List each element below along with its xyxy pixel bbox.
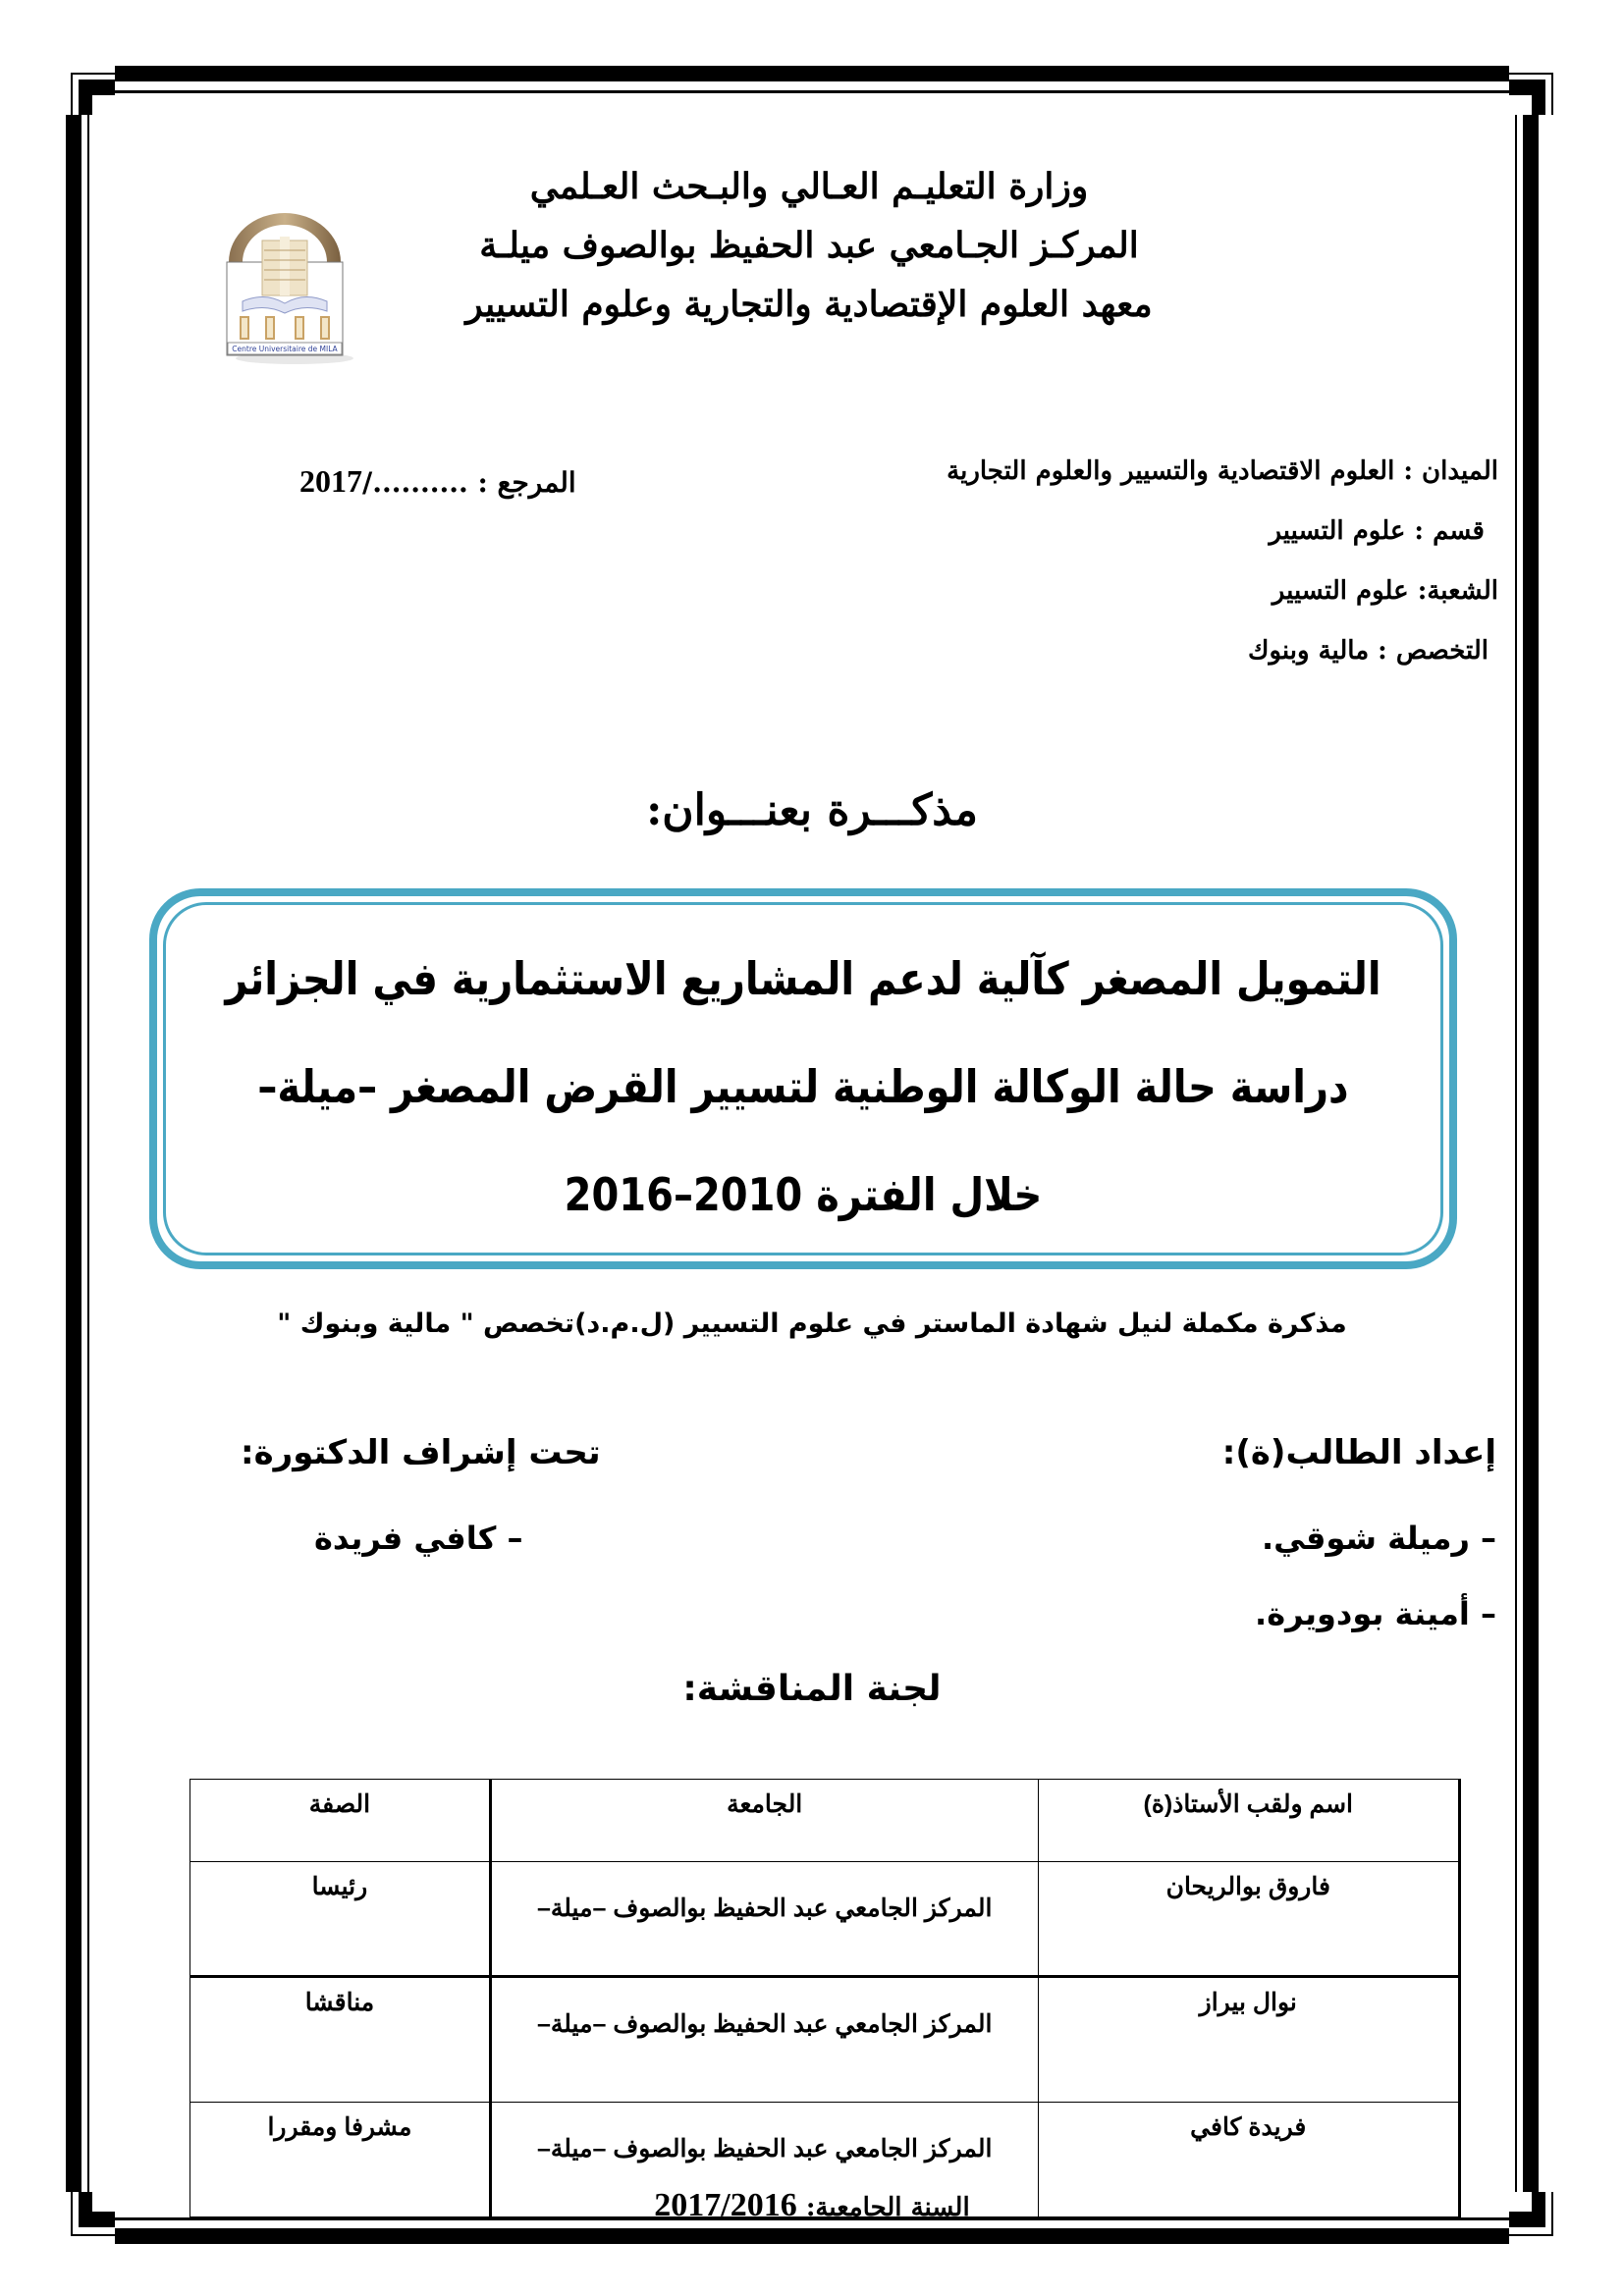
thesis-title-line-1: التمويل المصغر كآلية لدعم المشاريع الاستثمارية في الجزائر (225, 953, 1381, 1006)
column-header-name: اسم ولقب الأستاذ(ة) (1038, 1780, 1459, 1862)
thesis-title-box (149, 888, 1457, 1269)
member-university: المركز الجامعي عبد الحفيظ بوالصوف –ميلة– (490, 1977, 1038, 2103)
ministry-name: وزارة التعليـم العـالي والبـحث العـلمي (529, 166, 1089, 207)
students-heading: إعداد الطالب(ة): (1221, 1433, 1496, 1472)
reference-year: 2017 (299, 463, 362, 499)
university-logo-icon (211, 201, 358, 363)
member-name: فاروق بوالريحان (1038, 1862, 1459, 1977)
supervisor-name: – كافي فريدة (314, 1520, 523, 1557)
student-name: – أمينة بودويرة. (1255, 1595, 1496, 1632)
committee-table (189, 1779, 1461, 2217)
member-role: مشرفا ومقررا (190, 2103, 491, 2217)
frame-border-top (115, 66, 1509, 81)
column-header-university: الجامعة (490, 1780, 1038, 1862)
frame-corner-top-left (66, 66, 115, 115)
branch-line: الشعبة: علوم التسيير (1272, 576, 1498, 606)
supervisor-heading: تحت إشراف الدكتورة: (241, 1433, 601, 1472)
frame-border-bottom (115, 2228, 1509, 2244)
frame-corner-top-right (1509, 66, 1558, 115)
table-row (190, 1977, 1460, 2103)
member-role: رئيسا (190, 1862, 491, 1977)
department-line: قسم : علوم التسيير (1269, 516, 1485, 546)
logo-caption: Centre Universitaire de MILA (232, 345, 338, 353)
reference-label: المرجع : ........../ (362, 466, 576, 499)
table-row (190, 1862, 1460, 1977)
institution-header (465, 157, 1153, 334)
frame-border-right-inner (1515, 115, 1517, 2192)
thesis-title-line-3: خلال الفترة 2010–2016 (564, 1169, 1043, 1222)
column-header-role: الصفة (190, 1780, 491, 1862)
academic-year (0, 2187, 1624, 2224)
academic-year-label: السنة الجامعية: (805, 2193, 970, 2222)
member-name: فريدة كافي (1038, 2103, 1459, 2217)
member-university: المركز الجامعي عبد الحفيظ بوالصوف –ميلة– (490, 2103, 1038, 2217)
study-info (947, 447, 1498, 686)
degree-statement: مذكرة مكملة لنيل شهادة الماستر في علوم التسيير (ل.م.د)تخصص " مالية وبنوك " (277, 1308, 1347, 1339)
thesis-title-line-2: دراسة حالة الوكالة الوطنية لتسيير القرض المصغر –ميلة– (257, 1061, 1349, 1114)
memo-heading: مذكـــرة بعنـــوان: (646, 785, 978, 835)
reference-number (299, 463, 576, 500)
member-role: مناقشا (190, 1977, 491, 2103)
frame-border-right (1523, 115, 1539, 2192)
student-name: – رميلة شوقي. (1261, 1520, 1496, 1557)
frame-border-left-inner (87, 115, 89, 2192)
frame-border-left (66, 115, 81, 2192)
member-university: المركز الجامعي عبد الحفيظ بوالصوف –ميلة– (490, 1862, 1038, 1977)
thesis-title (157, 926, 1449, 1250)
field-line: الميدان : العلوم الاقتصادية والتسيير والعلوم التجارية (947, 456, 1498, 486)
institute-name: معهد العلوم الإقتصادية والتجارية وعلوم التسيير (465, 284, 1153, 325)
frame-border-top-inner (115, 90, 1509, 93)
specialty-line: التخصص : مالية وبنوك (1248, 636, 1489, 666)
committee-heading: لجنة المناقشة: (682, 1669, 942, 1709)
table-header-row (190, 1780, 1460, 1862)
member-name: نوال بيراز (1038, 1977, 1459, 2103)
university-name: المركـز الجـامعي عبد الحفيظ بوالصوف ميلـة (479, 225, 1139, 266)
academic-year-value: 2017/2016 (654, 2187, 797, 2223)
